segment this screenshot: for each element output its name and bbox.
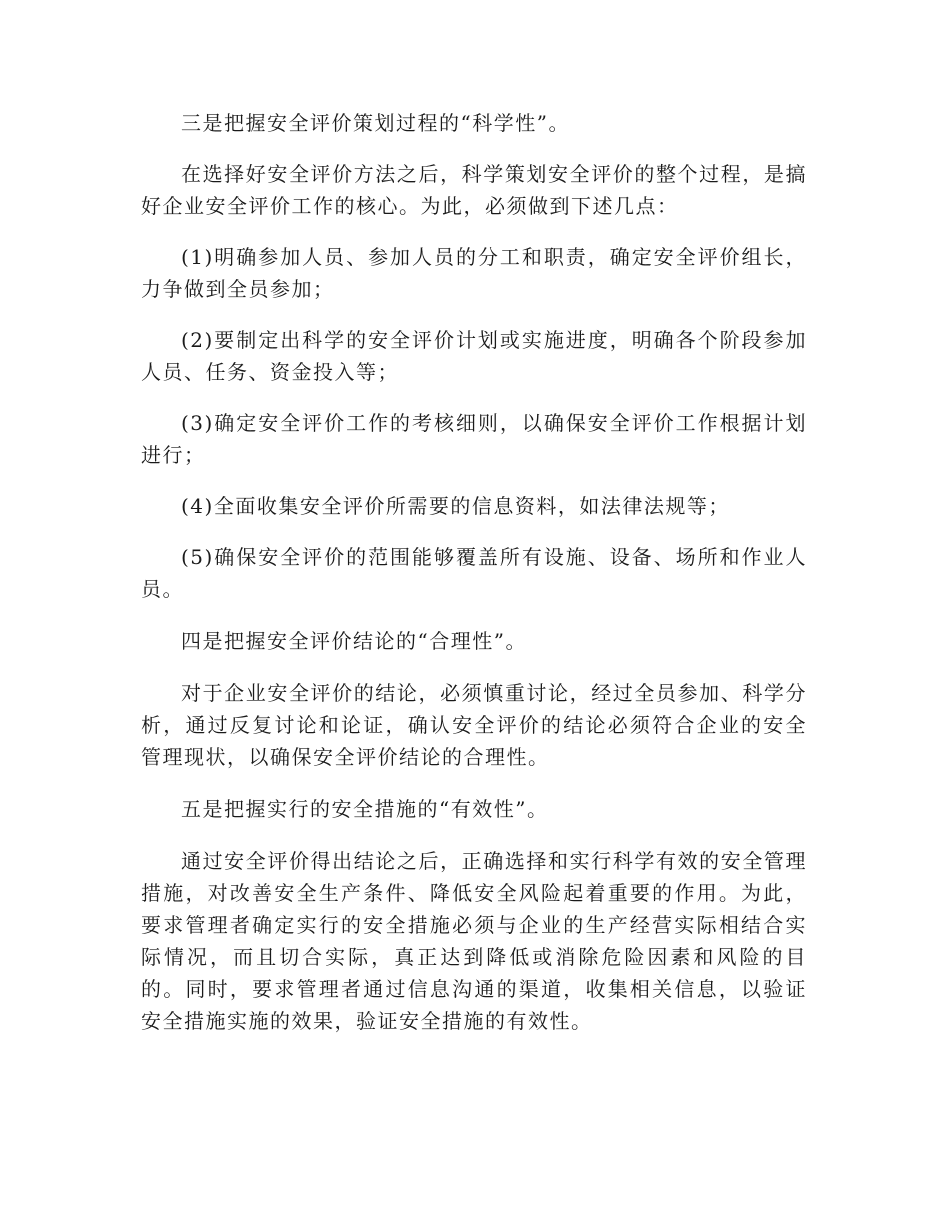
paragraph-measures: 通过安全评价得出结论之后，正确选择和实行科学有效的安全管理措施，对改善安全生产条件、降低安全风险起着重要的作用。为此，要求管理者确定实行的安全措施必须与企业的生产经营实际相结合实际情况，而且切合实际，真正达到降低或消除危险因素和风险的目的。同时，要求管理者通过信息沟通的渠道，收集相关信息，以验证安全措施实施的效果，验证安全措施的有效性。 bbox=[141, 849, 807, 1033]
paragraph-conclusion: 对于企业安全评价的结论，必须慎重讨论，经过全员参加、科学分析，通过反复讨论和论证，确认安全评价的结论必须符合企业的安全管理现状，以确保安全评价结论的合理性。 bbox=[141, 681, 807, 769]
section-heading-4: 四是把握安全评价结论的“合理性”。 bbox=[181, 629, 527, 653]
list-item-3: (3)确定安全评价工作的考核细则，以确保安全评价工作根据计划进行； bbox=[141, 411, 807, 467]
section-heading-5: 五是把握实行的安全措施的“有效性”。 bbox=[181, 797, 549, 821]
list-item-4: (4)全面收集安全评价所需要的信息资料，如法律法规等； bbox=[181, 494, 730, 518]
list-item-5: (5)确保安全评价的范围能够覆盖所有设施、设备、场所和作业人员。 bbox=[141, 545, 807, 601]
list-item-1: (1)明确参加人员、参加人员的分工和职责，确定安全评价组长，力争做到全员参加； bbox=[141, 245, 807, 301]
document-body bbox=[141, 107, 807, 1037]
paragraph-intro: 在选择好安全评价方法之后，科学策划安全评价的整个过程，是搞好企业安全评价工作的核心。为此，必须做到下述几点： bbox=[141, 162, 807, 218]
list-item-2: (2)要制定出科学的安全评价计划或实施进度，明确各个阶段参加人员、任务、资金投入等； bbox=[141, 328, 807, 384]
section-heading-3: 三是把握安全评价策划过程的“科学性”。 bbox=[181, 111, 570, 135]
